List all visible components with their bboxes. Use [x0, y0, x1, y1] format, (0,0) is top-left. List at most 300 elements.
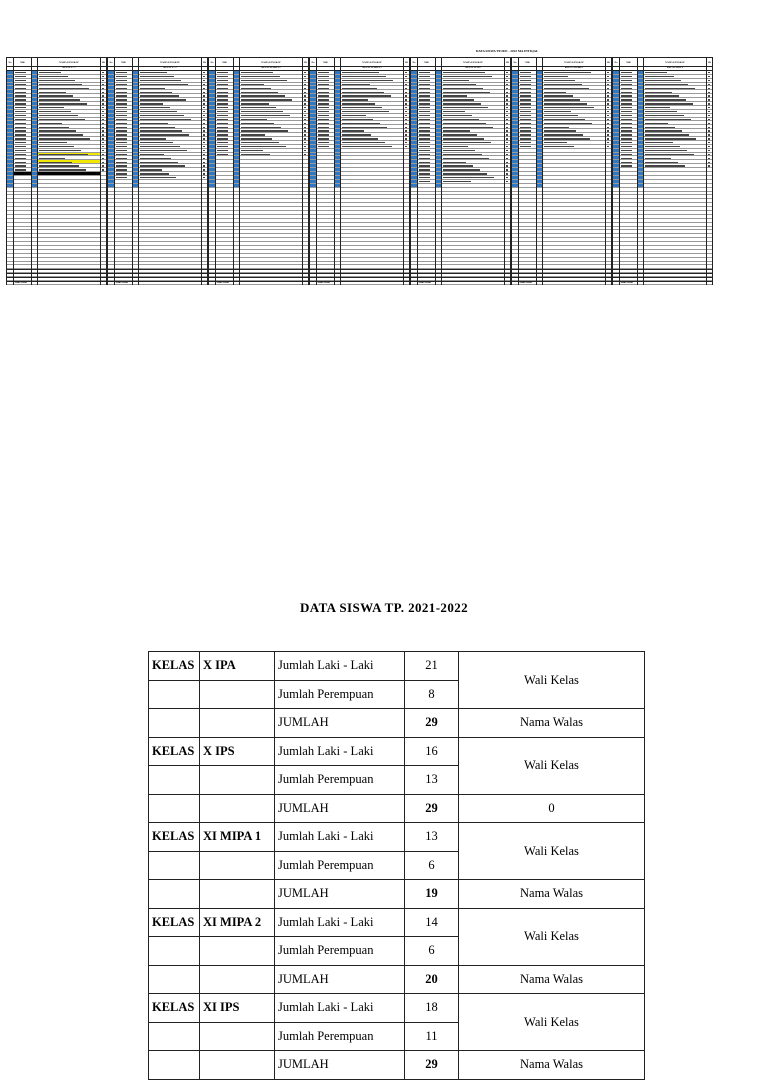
sheet-col-name: [38, 57, 101, 285]
entry-text: [708, 154, 710, 155]
entry-text: [443, 173, 487, 174]
entry-text: [506, 165, 508, 166]
entry-text: [102, 138, 104, 139]
entry-text: [645, 146, 680, 147]
kelas-label: [149, 794, 200, 823]
entry-text: [544, 88, 589, 89]
entry-text: [621, 95, 632, 96]
count-label: Jumlah Perempuan: [275, 680, 405, 709]
entry-text: [102, 92, 104, 93]
entry-text: [544, 107, 594, 108]
entry-text: [304, 107, 306, 108]
sheet-cell: [606, 281, 611, 285]
entry-text: [318, 92, 329, 93]
kelas-name: [200, 766, 275, 795]
sheet-col-nik: [519, 57, 537, 285]
entry-text: [304, 138, 306, 139]
class-column-5: [410, 57, 511, 285]
entry-text: [102, 127, 104, 128]
column-header: NAMA LENGKAP: [543, 57, 605, 67]
entry-text: [607, 119, 609, 120]
sheet-col-nik: [115, 57, 133, 285]
entry-text: [116, 123, 127, 124]
entry-text: [304, 146, 306, 147]
entry-text: [544, 127, 569, 128]
entry-text: [241, 84, 264, 85]
kelas-label: KELAS: [149, 652, 200, 681]
sheet-cell: [133, 281, 138, 285]
sheet-col-name: [543, 57, 606, 285]
entry-text: [15, 107, 26, 108]
entry-text: [15, 115, 26, 116]
entry-text: [102, 162, 104, 163]
sheet-cell: Nama Walas: [418, 281, 435, 285]
sheet-col-name: [240, 57, 303, 285]
entry-text: [39, 165, 79, 166]
kelas-label: KELAS: [149, 737, 200, 766]
entry-text: [217, 115, 228, 116]
entry-text: [318, 127, 329, 128]
column-header: NAMA LENGKAP: [341, 57, 403, 67]
entry-text: [621, 103, 632, 104]
entry-text: [342, 84, 370, 85]
column-header: NIK: [418, 57, 435, 67]
wali-kelas-label: Wali Kelas: [459, 908, 645, 965]
entry-text: [544, 146, 574, 147]
entry-text: [645, 138, 696, 139]
entry-text: [708, 95, 710, 96]
entry-text: [506, 103, 508, 104]
entry-text: [241, 95, 285, 96]
entry-text: [607, 123, 609, 124]
entry-text: [203, 92, 205, 93]
entry-text: [203, 162, 205, 163]
entry-text: [607, 76, 609, 77]
entry-text: [419, 95, 430, 96]
entry-text: [506, 138, 508, 139]
entry-text: [645, 162, 678, 163]
entry-text: [520, 99, 531, 100]
entry-text: [645, 92, 672, 93]
entry-text: [520, 84, 531, 85]
entry-text: [318, 103, 329, 104]
entry-text: [203, 146, 205, 147]
kelas-name: [200, 851, 275, 880]
entry-text: [405, 142, 407, 143]
entry-text: [217, 146, 228, 147]
entry-text: [241, 88, 271, 89]
entry-text: [405, 88, 407, 89]
entry-text: [342, 92, 384, 93]
column-header: No: [7, 57, 13, 67]
kelas-name: X IPS: [200, 737, 275, 766]
entry-text: [241, 123, 274, 124]
count-value: 8: [405, 680, 459, 709]
entry-text: [241, 103, 269, 104]
entry-text: [443, 111, 465, 112]
entry-text: [15, 169, 26, 170]
entry-text: [318, 95, 329, 96]
entry-text: [116, 169, 127, 170]
entry-text: [102, 142, 104, 143]
sheet-cell: [209, 281, 215, 285]
entry-text: [39, 99, 80, 100]
entry-text: [342, 103, 375, 104]
entry-text: [405, 76, 407, 77]
entry-text: [140, 162, 178, 163]
column-header: [234, 57, 239, 67]
entry-text: [419, 154, 430, 155]
entry-text: [342, 76, 386, 77]
column-header: NIK: [14, 57, 31, 67]
entry-text: [506, 154, 508, 155]
kelas-label: [149, 1051, 200, 1080]
entry-text: [102, 76, 104, 77]
column-header: NIK: [620, 57, 637, 67]
entry-text: [708, 111, 710, 112]
sheet-cell: [32, 281, 37, 285]
entry-text: [443, 162, 466, 163]
sheet-cell: [707, 281, 712, 285]
entry-text: [607, 111, 609, 112]
entry-text: [102, 111, 104, 112]
entry-text: [241, 134, 265, 135]
entry-text: [102, 72, 104, 73]
entry-text: [203, 150, 205, 151]
entry-text: [39, 130, 76, 131]
entry-text: [544, 84, 582, 85]
wali-kelas-label: Wali Kelas: [459, 823, 645, 880]
column-header: No: [209, 57, 215, 67]
entry-text: [645, 154, 694, 155]
entry-text: [241, 76, 280, 77]
entry-text: [116, 138, 127, 139]
entry-text: [419, 158, 430, 159]
entry-text: [419, 72, 430, 73]
entry-text: [506, 80, 508, 81]
entry-text: [621, 138, 632, 139]
class-title: KELAS XI MIPA 2: [341, 67, 403, 71]
entry-text: [342, 111, 389, 112]
wali-kelas-label: Wali Kelas: [459, 994, 645, 1051]
entry-text: [102, 119, 104, 120]
entry-text: [15, 92, 26, 93]
entry-text: [140, 123, 168, 124]
entry-text: [506, 115, 508, 116]
entry-text: [203, 95, 205, 96]
sheet-title: DATA SISWA TP.2021 - 2022 MA INTIQAL: [476, 49, 539, 53]
count-value: 29: [405, 1051, 459, 1080]
entry-text: [506, 146, 508, 147]
entry-text: [39, 80, 75, 81]
entry-text: [15, 127, 26, 128]
entry-text: [116, 103, 127, 104]
entry-text: [645, 88, 695, 89]
entry-text: [419, 162, 430, 163]
entry-text: [708, 130, 710, 131]
entry-text: [318, 111, 329, 112]
sheet-col-no: [209, 57, 216, 285]
entry-text: [116, 72, 127, 73]
entry-text: [443, 123, 486, 124]
entry-text: [520, 130, 531, 131]
kelas-label: [149, 680, 200, 709]
sheet-col-nik: [620, 57, 638, 285]
sheet-col-no: [613, 57, 620, 285]
entry-text: [140, 177, 176, 178]
entry-text: [15, 80, 26, 81]
entry-text: [708, 80, 710, 81]
entry-text: [217, 103, 228, 104]
entry-text: [318, 76, 329, 77]
entry-text: [304, 127, 306, 128]
entry-text: [708, 138, 710, 139]
entry-text: [520, 134, 531, 135]
entry-text: [443, 103, 481, 104]
entry-text: [621, 107, 632, 108]
entry-text: [520, 76, 531, 77]
sheet-col-nik: [317, 57, 335, 285]
sheet-col-name: [644, 57, 707, 285]
entry-text: [116, 111, 127, 112]
entry-text: [520, 142, 531, 143]
entry-text: [443, 119, 479, 120]
column-header: No: [613, 57, 619, 67]
sheet-grid: [6, 57, 713, 285]
entry-text: [607, 72, 609, 73]
entry-text: [15, 76, 26, 77]
sheet-cell: [108, 281, 114, 285]
entry-text: [140, 130, 182, 131]
entry-text: [544, 72, 591, 73]
entry-text: [544, 95, 573, 96]
kelas-label: KELAS: [149, 994, 200, 1023]
entry-text: [708, 88, 710, 89]
sheet-cell: Nama Walas: [14, 281, 31, 285]
entry-text: [405, 119, 407, 120]
entry-text: [15, 103, 26, 104]
entry-text: [15, 84, 26, 85]
entry-text: [39, 127, 69, 128]
entry-text: [506, 107, 508, 108]
entry-text: [645, 134, 689, 135]
column-header: [638, 57, 643, 67]
entry-text: [621, 162, 632, 163]
column-header: NIK: [115, 57, 132, 67]
entry-text: [708, 92, 710, 93]
entry-text: [621, 80, 632, 81]
entry-text: [506, 111, 508, 112]
sheet-col-nik: [418, 57, 436, 285]
entry-text: [645, 72, 667, 73]
entry-text: [621, 99, 632, 100]
entry-text: [544, 119, 585, 120]
entry-text: [544, 123, 592, 124]
entry-text: [621, 88, 632, 89]
entry-text: [342, 142, 385, 143]
sheet-cell: [335, 281, 340, 285]
summary-row: [149, 908, 645, 937]
entry-text: [241, 99, 292, 100]
entry-text: [544, 130, 576, 131]
entry-text: [419, 80, 430, 81]
sheet-cell: [537, 281, 542, 285]
kelas-label: [149, 851, 200, 880]
entry-text: [318, 134, 329, 135]
entry-text: [419, 84, 430, 85]
kelas-name: [200, 680, 275, 709]
column-header: NIK: [317, 57, 334, 67]
entry-text: [520, 146, 531, 147]
entry-text: [39, 158, 65, 159]
kelas-name: [200, 709, 275, 738]
entry-text: [621, 72, 632, 73]
entry-text: [405, 130, 407, 131]
entry-text: [342, 130, 364, 131]
kelas-name: XI MIPA 2: [200, 908, 275, 937]
entry-text: [102, 103, 104, 104]
entry-text: [419, 134, 430, 135]
entry-text: [607, 127, 609, 128]
sheet-col-no: [411, 57, 418, 285]
entry-text: [342, 123, 380, 124]
entry-text: [217, 84, 228, 85]
entry-text: [708, 107, 710, 108]
entry-text: [645, 111, 677, 112]
entry-text: [102, 134, 104, 135]
entry-text: [607, 103, 609, 104]
sheet-cell: [310, 281, 316, 285]
entry-text: [544, 138, 590, 139]
entry-text: [607, 107, 609, 108]
count-label: Jumlah Perempuan: [275, 937, 405, 966]
count-value: 21: [405, 652, 459, 681]
entry-text: [443, 177, 494, 178]
wali-kelas-label: Wali Kelas: [459, 737, 645, 794]
entry-text: [621, 111, 632, 112]
kelas-label: [149, 709, 200, 738]
summary-row: [149, 709, 645, 738]
sheet-col-no: [512, 57, 519, 285]
entry-text: [203, 123, 205, 124]
entry-text: [318, 130, 329, 131]
entry-text: [203, 103, 205, 104]
summary-row: [149, 794, 645, 823]
entry-text: [39, 162, 72, 163]
entry-text: [405, 103, 407, 104]
summary-row: [149, 1051, 645, 1080]
entry-text: [645, 107, 670, 108]
entry-text: [217, 150, 228, 151]
count-label: JUMLAH: [275, 1051, 405, 1080]
entry-text: [405, 80, 407, 81]
count-label: Jumlah Laki - Laki: [275, 994, 405, 1023]
entry-text: [15, 165, 26, 166]
entry-text: [419, 165, 430, 166]
sheet-cell: [234, 281, 239, 285]
summary-row: [149, 880, 645, 909]
walas-name: Nama Walas: [459, 965, 645, 994]
kelas-label: [149, 1022, 200, 1051]
entry-text: [39, 138, 90, 139]
entry-text: [304, 72, 306, 73]
entry-text: [520, 95, 531, 96]
entry-text: [544, 99, 580, 100]
count-label: Jumlah Laki - Laki: [275, 908, 405, 937]
entry-text: [116, 146, 127, 147]
entry-text: [621, 115, 632, 116]
entry-text: [419, 181, 430, 182]
summary-row: [149, 737, 645, 766]
summary-row: [149, 823, 645, 852]
entry-text: [15, 134, 26, 135]
kelas-name: [200, 880, 275, 909]
class-title: KELAS XI MIPA 1: [240, 67, 302, 71]
entry-text: [544, 103, 587, 104]
entry-text: [645, 119, 691, 120]
class-column-3: [208, 57, 309, 285]
entry-text: [39, 92, 66, 93]
kelas-name: [200, 794, 275, 823]
entry-text: [140, 142, 173, 143]
count-label: Jumlah Perempuan: [275, 766, 405, 795]
entry-text: [102, 123, 104, 124]
entry-text: [140, 169, 162, 170]
walas-name: 0: [459, 794, 645, 823]
entry-text: [203, 154, 205, 155]
entry-text: [419, 142, 430, 143]
entry-text: [342, 107, 382, 108]
entry-text: [116, 158, 127, 159]
entry-text: [645, 123, 668, 124]
entry-text: [708, 158, 710, 159]
entry-text: [217, 123, 228, 124]
sheet-cell: [436, 281, 441, 285]
entry-text: [140, 158, 171, 159]
entry-text: [645, 165, 685, 166]
entry-text: [419, 111, 430, 112]
entry-text: [342, 119, 373, 120]
entry-text: [140, 103, 163, 104]
entry-text: [140, 146, 180, 147]
entry-text: [203, 107, 205, 108]
entry-text: [15, 138, 26, 139]
entry-text: [15, 111, 26, 112]
entry-text: [443, 150, 475, 151]
entry-text: [217, 88, 228, 89]
entry-text: [15, 142, 26, 143]
walas-name: Nama Walas: [459, 880, 645, 909]
entry-text: [15, 99, 26, 100]
kelas-name: X IPA: [200, 652, 275, 681]
column-header: JK: [303, 57, 308, 67]
entry-text: [443, 134, 477, 135]
walas-name: Nama Walas: [459, 1051, 645, 1080]
class-title: KELAS X - 1: [38, 67, 100, 71]
entry-text: [443, 99, 474, 100]
entry-text: [116, 154, 127, 155]
entry-text: [217, 99, 228, 100]
entry-text: [443, 80, 469, 81]
entry-text: [419, 138, 430, 139]
column-header: NAMA LENGKAP: [139, 57, 201, 67]
entry-text: [520, 138, 531, 139]
entry-text: [520, 72, 531, 73]
entry-text: [621, 150, 632, 151]
entry-text: [217, 119, 228, 120]
count-value: 18: [405, 994, 459, 1023]
entry-text: [708, 72, 710, 73]
